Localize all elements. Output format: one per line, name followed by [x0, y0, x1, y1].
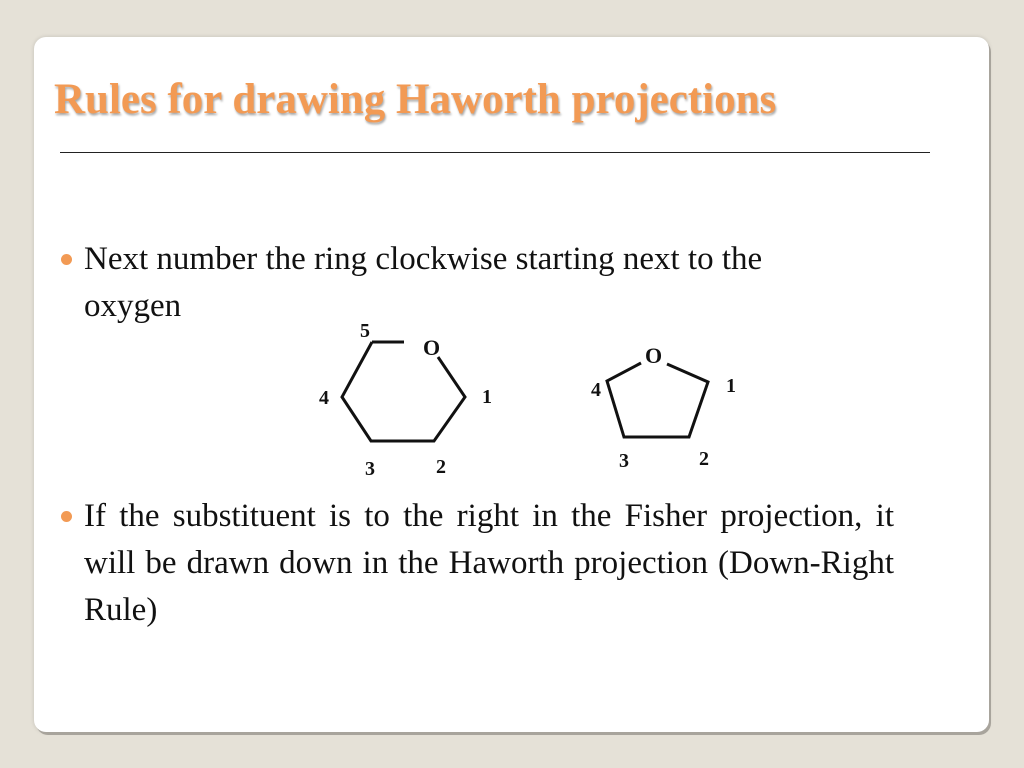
- bullet-dot-icon: [61, 511, 72, 522]
- furanose-oxygen-label: O: [645, 343, 663, 368]
- bullet-text: Next number the ring clockwise starting next to the oxygen: [84, 241, 763, 324]
- bullet-text: If the substituent is to the right in the Fisher projection, it will be drawn down in the Haworth projection (Down-Right Rule): [84, 498, 894, 628]
- slide-title: Rules for drawing Haworth projections: [54, 76, 777, 123]
- pyranose-carbon-label-3: 3: [365, 458, 375, 480]
- slide: [34, 37, 989, 732]
- furanose-carbon-label-2: 2: [699, 448, 709, 470]
- pyranose-carbon-label-4: 4: [319, 387, 329, 409]
- furanose-ring: [591, 343, 736, 472]
- pyranose-carbon-label-1: 1: [482, 386, 492, 408]
- furanose-carbon-label-4: 4: [591, 379, 601, 401]
- pyranose-carbon-label-2: 2: [436, 456, 446, 478]
- pyranose-oxygen-label: O: [423, 335, 441, 360]
- pyranose-ring: [319, 320, 492, 480]
- bullet-item-2: [84, 493, 894, 634]
- furanose-carbon-label-1: 1: [726, 375, 736, 397]
- pyranose-carbon-label-5: 5: [360, 320, 370, 342]
- furanose-carbon-label-3: 3: [619, 450, 629, 472]
